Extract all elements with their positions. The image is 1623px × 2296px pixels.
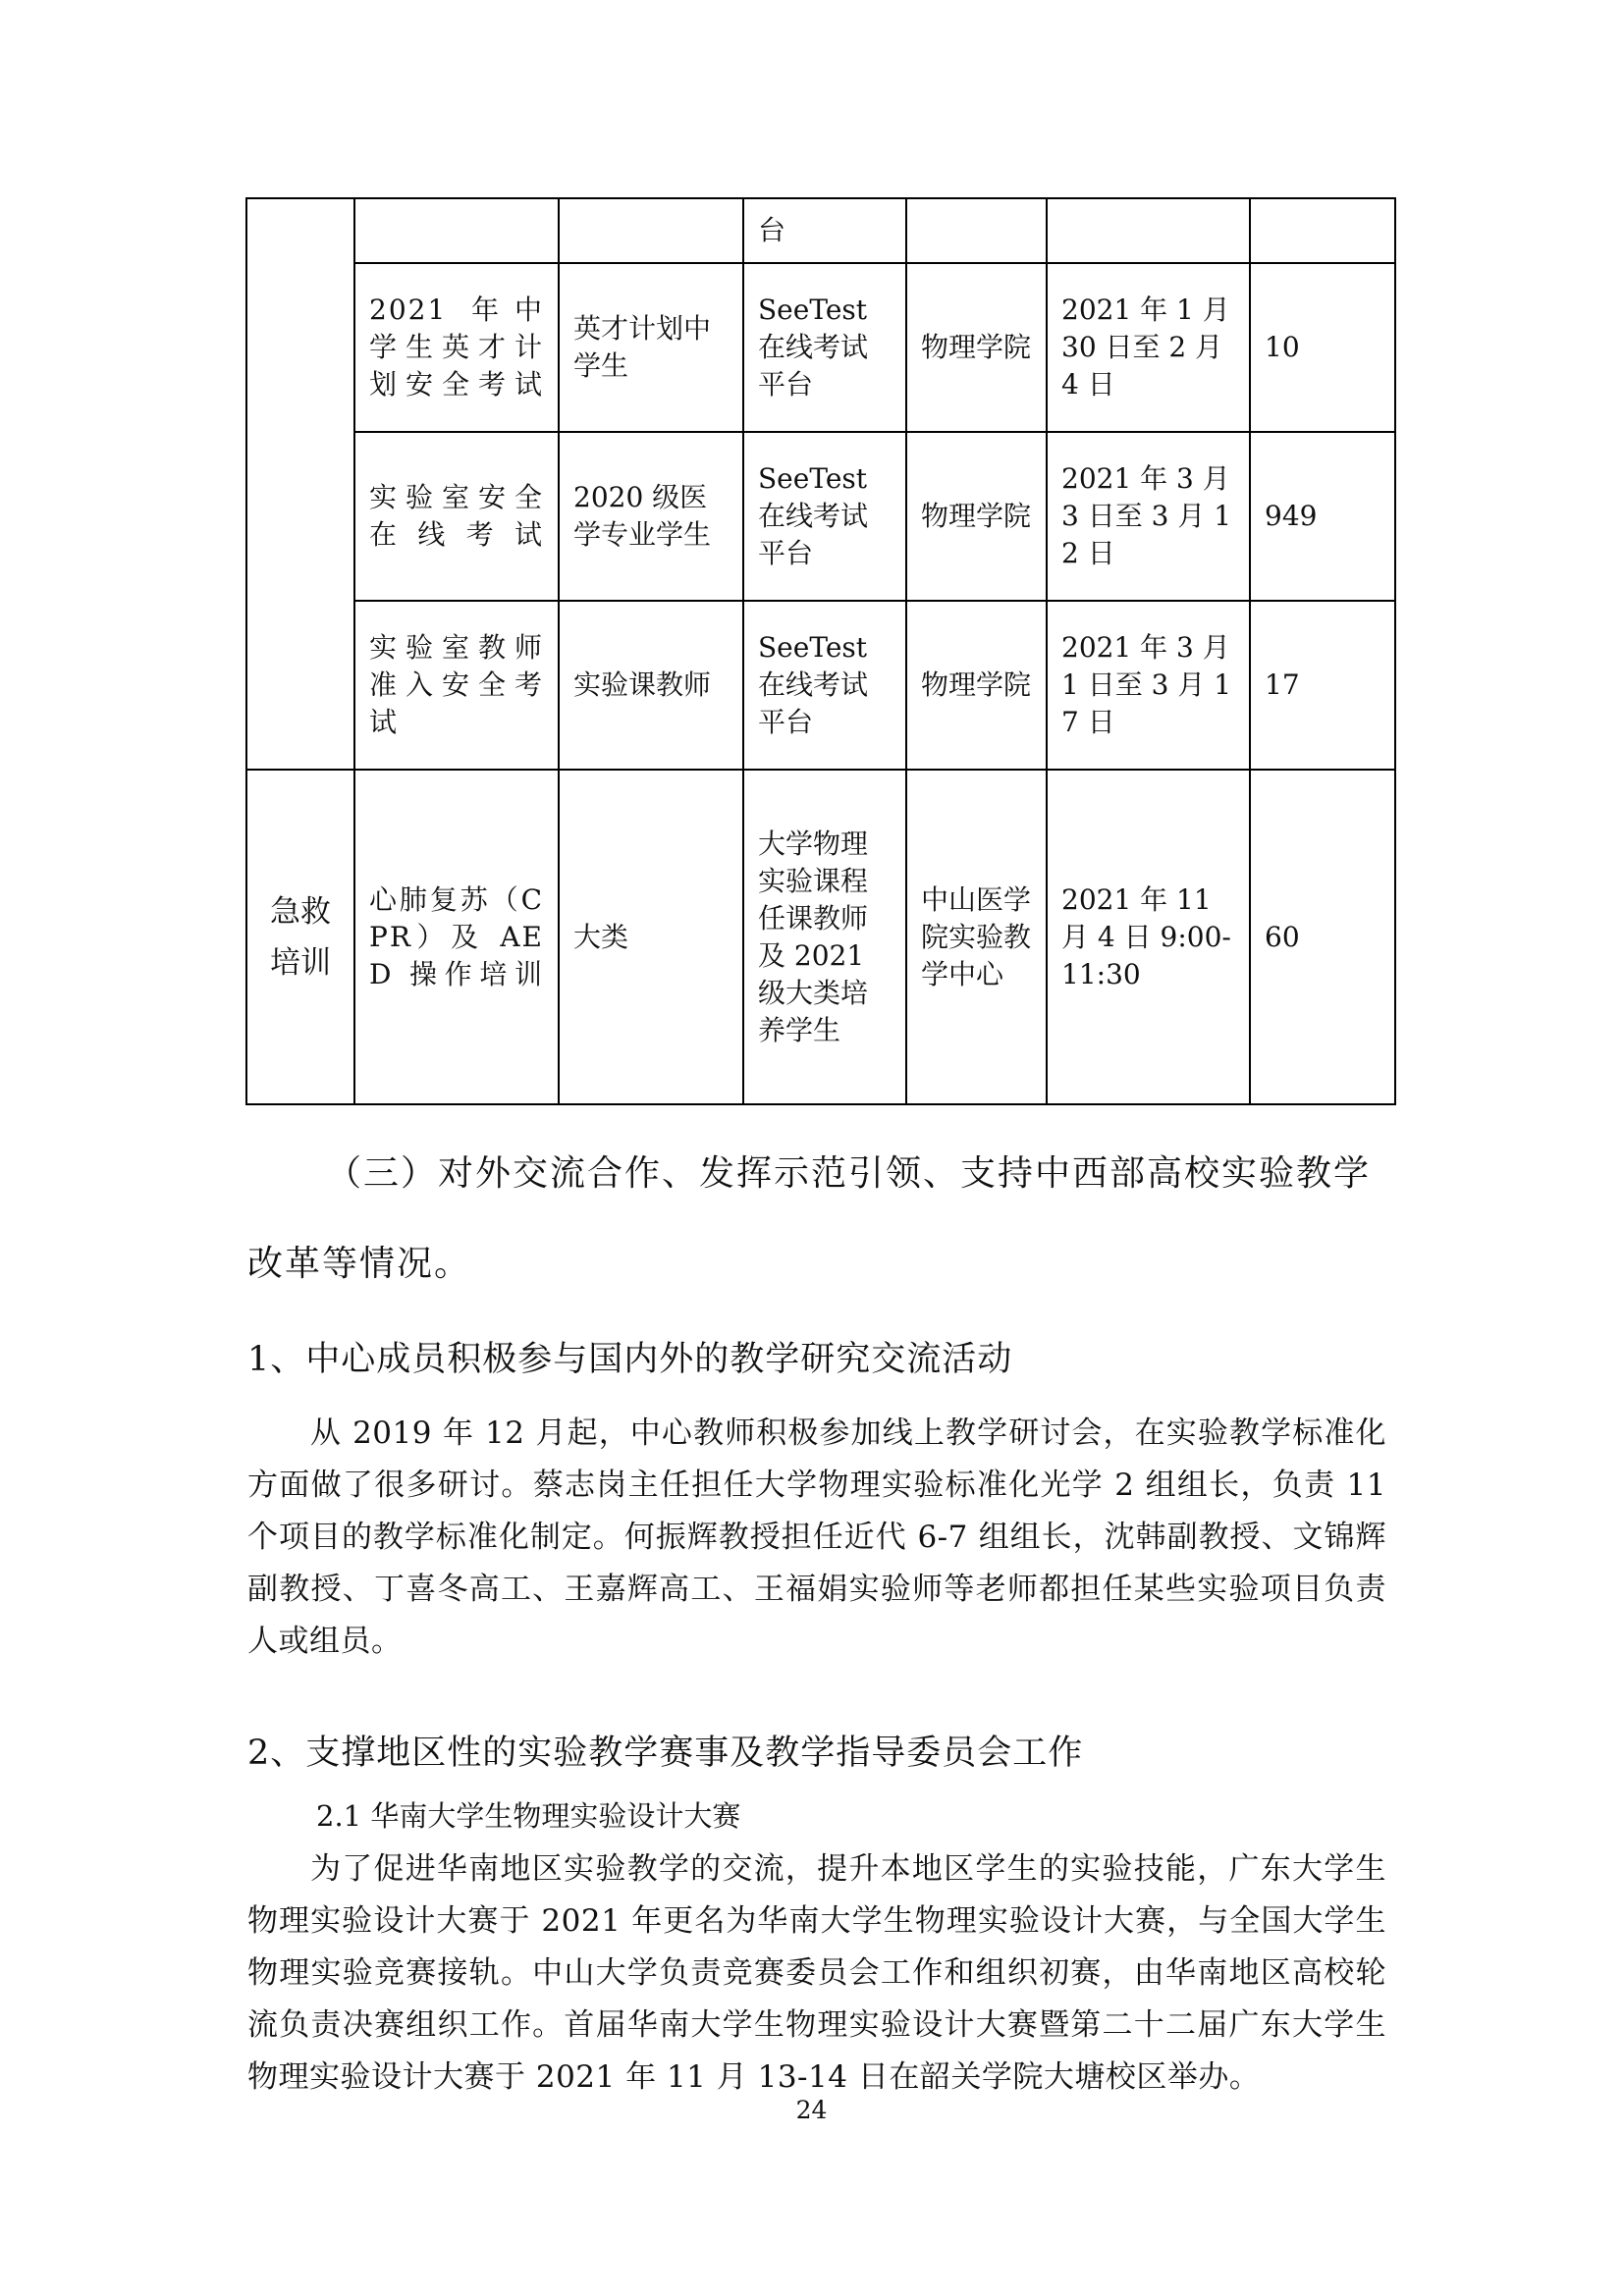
section-three-heading: （三）对外交流合作、发挥示范引领、支持中西部高校实验教学改革等情况。 [247, 1153, 1372, 1284]
table-row [246, 432, 1395, 601]
table-cell-time: 2021 年 11 月 4 日 9:00-11:30 [1047, 770, 1250, 1104]
table-cell-audience: 英才计划中学生 [559, 263, 743, 432]
table-cell-time [1047, 198, 1250, 263]
table-cell-category [246, 198, 354, 770]
table-cell-organizer [906, 198, 1047, 263]
table-cell-item: 实验室安全在线考试 [354, 432, 559, 601]
section-2-1-subheading: 2.1 华南大学生物理实验设计大赛 [316, 1799, 741, 1833]
table-cell-time: 2021 年 3 月 1 日至 3 月 17 日 [1047, 601, 1250, 770]
table-row [246, 601, 1395, 770]
table-cell-platform: 大学物理实验课程任课教师及 2021 级大类培养学生 [743, 770, 906, 1104]
table-cell-category: 急救培训 [246, 770, 354, 1104]
table-cell-item: 实验室教师准入安全考试 [354, 601, 559, 770]
page-number: 24 [795, 2096, 828, 2124]
table-cell-organizer: 物理学院 [906, 263, 1047, 432]
activity-table [245, 197, 1396, 1105]
table-cell-count: 10 [1250, 263, 1395, 432]
table-row [246, 198, 1395, 263]
table-cell-audience: 大类 [559, 770, 743, 1104]
table-cell-item: 心肺复苏（CPR）及 AED 操作培训 [354, 770, 559, 1104]
section-1-heading: 1、中心成员积极参与国内外的教学研究交流活动 [247, 1340, 1013, 1379]
table-cell-item [354, 198, 559, 263]
table-cell-time: 2021 年 1 月 30 日至 2 月 4 日 [1047, 263, 1250, 432]
table-row [246, 263, 1395, 432]
table-cell-organizer: 物理学院 [906, 432, 1047, 601]
section-2-paragraph: 为了促进华南地区实验教学的交流，提升本地区学生的实验技能，广东大学生物理实验设计大赛于 2021 年更名为华南大学生物理实验设计大赛，与全国大学生物理实验竞赛接轨。中山大学负责竞赛委员会工作和组织初赛，由华南地区高校轮流负责决赛组织工作。首届华南大学生物理实验设计大赛暨第二十二届广东大学生物理实验设计大赛于 2021 年 11 月 13-14 日在韶关学院大塘校区举办。 [247, 1851, 1386, 2095]
table-cell-count [1250, 198, 1395, 263]
table-cell-item: 2021 年中学生英才计划安全考试 [354, 263, 559, 432]
table-cell-audience: 实验课教师 [559, 601, 743, 770]
section-2-heading: 2、支撑地区性的实验教学赛事及教学指导委员会工作 [247, 1734, 1084, 1773]
section-1-paragraph: 从 2019 年 12 月起，中心教师积极参加线上教学研讨会，在实验教学标准化方面做了很多研讨。蔡志岗主任担任大学物理实验标准化光学 2 组组长，负责 11 个项目的教学标准化制定。何振辉教授担任近代 6-7 组组长，沈韩副教授、文锦辉副教授、丁喜冬高工、王嘉辉高工、王福娟实验师等老师都担任某些实验项目负责人或组员。 [247, 1415, 1386, 1659]
table-cell-count: 60 [1250, 770, 1395, 1104]
table-cell-platform: SeeTest 在线考试平台 [743, 263, 906, 432]
table-row [246, 770, 1395, 1104]
table-cell-organizer: 物理学院 [906, 601, 1047, 770]
table-cell-count: 17 [1250, 601, 1395, 770]
table-cell-audience [559, 198, 743, 263]
table-cell-audience: 2020 级医学专业学生 [559, 432, 743, 601]
table-cell-count: 949 [1250, 432, 1395, 601]
table-cell-platform: SeeTest 在线考试平台 [743, 601, 906, 770]
table-cell-organizer: 中山医学院实验教学中心 [906, 770, 1047, 1104]
table-cell-platform: 台 [743, 198, 906, 263]
table-cell-platform: SeeTest 在线考试平台 [743, 432, 906, 601]
table-cell-time: 2021 年 3 月 3 日至 3 月 12 日 [1047, 432, 1250, 601]
